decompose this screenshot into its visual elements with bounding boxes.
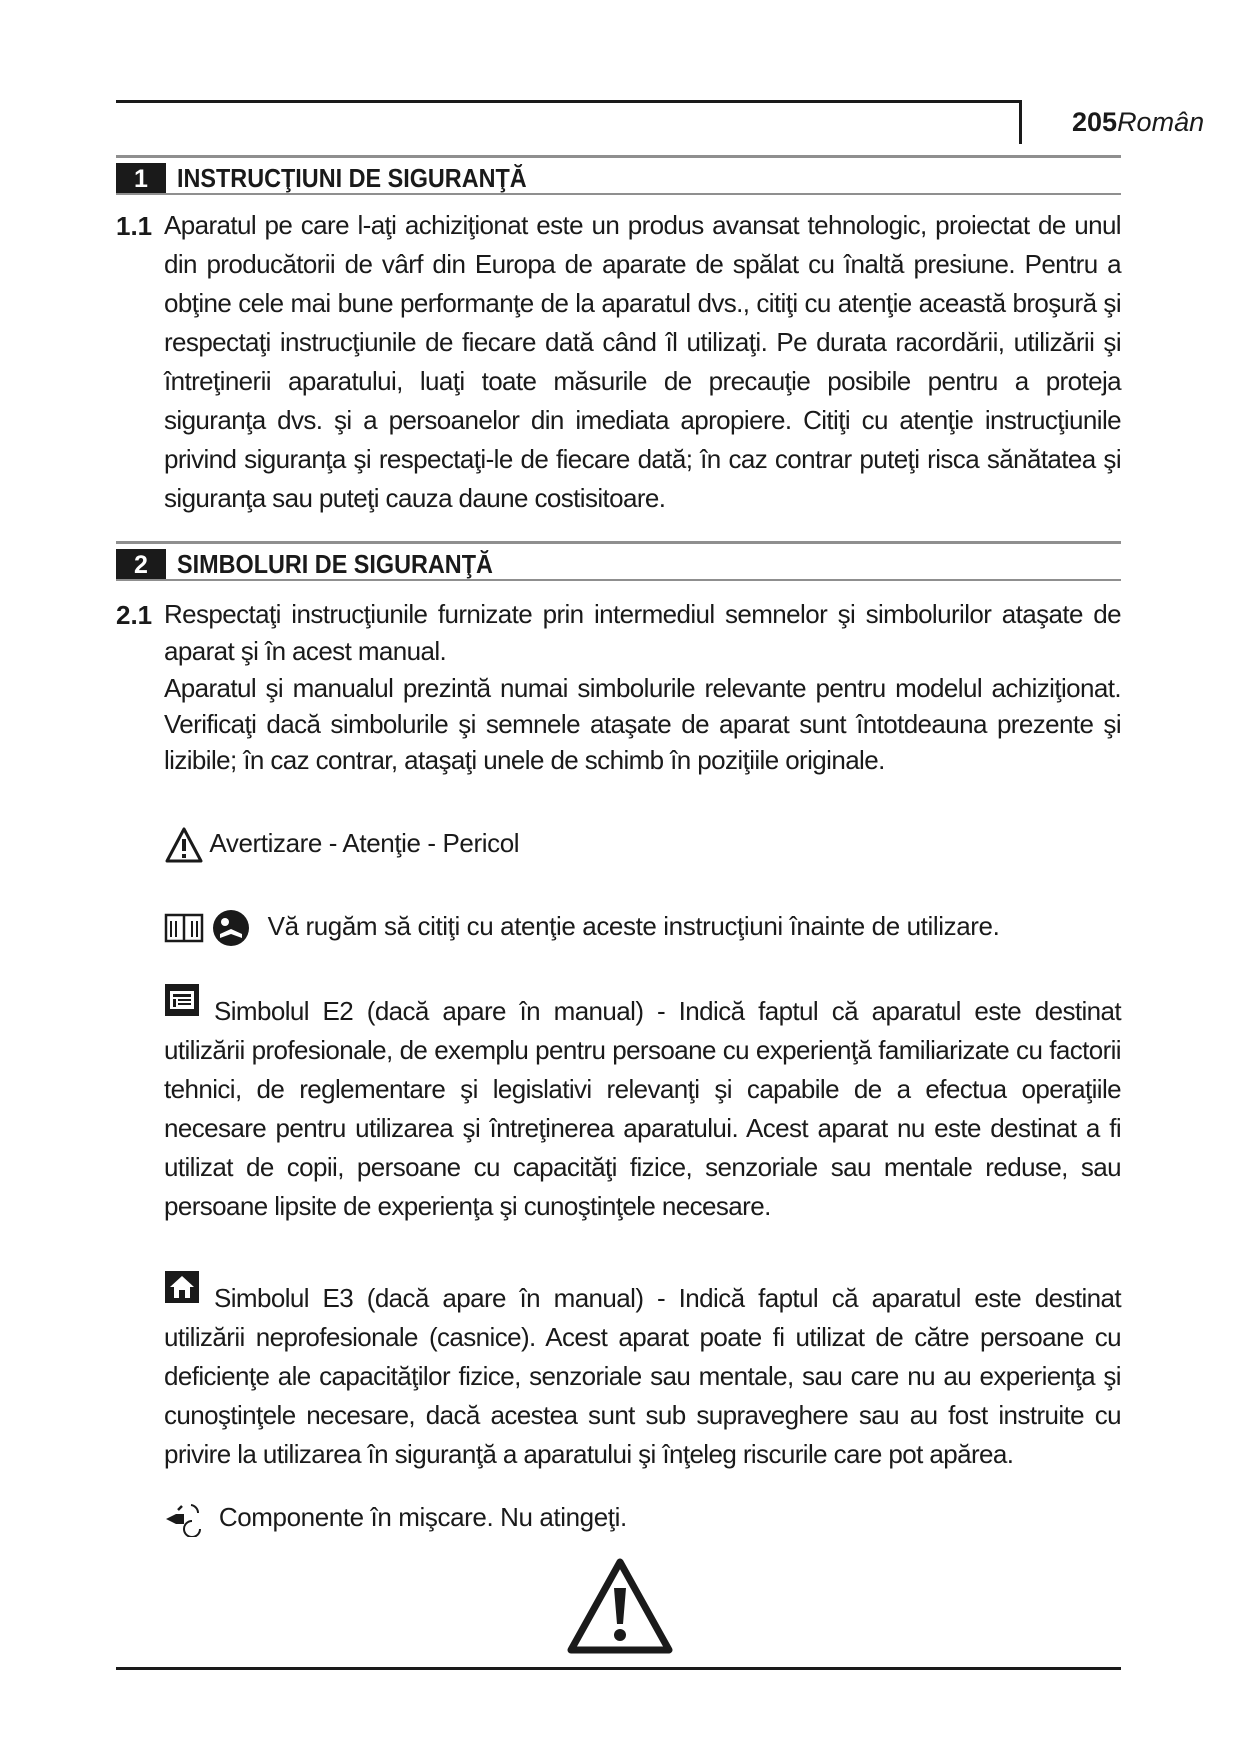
moving-parts-icon	[164, 1502, 213, 1532]
read-manual-icon	[211, 911, 258, 941]
symbol-text: Simbolul E3 (dacă apare în manual) - Indică faptul că aparatul este destinat utilizării neprofesionale (casnice). Acest aparat poate fi utilizat de către persoane cu deficienţe ale capacităţilor fizice, senzoriale sau mentale, sau care nu au experienţa şi cunoştinţele necesare, dacă acestea sunt sub supraveghere sau au fost instruite cu privire la utilizarea în siguranţă a aparatului şi înţeleg riscurile care pot apărea.	[164, 1283, 1121, 1469]
section-2-heading	[116, 541, 1121, 581]
symbol-e3-text	[164, 1279, 1121, 1474]
symbol-text: Avertizare - Atenţie - Pericol	[209, 828, 520, 858]
symbol-text: Simbolul E2 (dacă apare în manual) - Indică faptul că aparatul este destinat utilizării profesionale, de exemplu pentru persoane cu experienţă familiarizate cu factorii tehnici, de reglementare şi legislativi relevanţi şi capabile de a efectua operaţiile necesare pentru utilizarea şi întreţinerea aparatului. Acest aparat nu este destinat a fi utilizat de copii, persoane cu capacităţi fizice, senzoriale sau mentale reduse, sau persoane lipsite de experienţa şi cunoştinţele necesare.	[164, 996, 1121, 1221]
section-rule	[116, 155, 1121, 158]
section-rule	[116, 579, 1121, 581]
section-number: 2	[116, 549, 166, 581]
symbol-e2-text	[164, 992, 1121, 1226]
warning-triangle-icon	[164, 828, 209, 858]
symbol-text: Componente în mişcare. Nu atingeţi.	[218, 1502, 627, 1532]
header-rule-tick	[1019, 100, 1022, 144]
paragraph-2-1-continued: Aparatul şi manualul prezintă numai simbolurile relevante pentru modelul achiziţionat. Verificaţi dacă simbolurile şi semnele ataşate de aparat sunt întotdeauna prezente şi lizibile; în caz contrar, ataşaţi unele de schimb în poziţiile originale.	[164, 673, 1121, 775]
paragraph-2-1: Respectaţi instrucţiunile furnizate prin intermediul semnelor şi simbolurilor ataşate de aparat şi în acest manual.	[164, 599, 1121, 666]
section-title: SIMBOLURI DE SIGURANŢĂ	[177, 549, 493, 579]
symbol-warning	[164, 819, 519, 867]
paragraph-number: 2.1	[116, 600, 153, 630]
section-rule	[116, 541, 1121, 544]
page-number: 205	[1072, 107, 1118, 137]
section-rule	[116, 193, 1121, 195]
footer-rule	[116, 1667, 1121, 1670]
symbol-text: Vă rugăm să citiţi cu atenţie aceste instrucţiuni înainte de utilizare.	[267, 911, 1000, 941]
paragraph-number: 1.1	[116, 211, 153, 241]
section-number: 1	[116, 163, 166, 195]
symbol-read-manual	[164, 902, 999, 950]
page-language: Român	[1117, 107, 1205, 137]
page-header	[1072, 105, 1241, 139]
large-warning-triangle-icon	[565, 1556, 675, 1661]
symbol-moving-parts	[164, 1493, 627, 1541]
section-1-heading	[116, 155, 1121, 195]
paragraph-1-1: Aparatul pe care l-aţi achiziţionat este un produs avansat tehnologic, proiectat de unul din producătorii de vârf din Europa de aparate de spălat cu înaltă presiune. Pentru a obţine cele mai bune performanţe de la aparatul dvs., citiţi cu atenţie această broşură şi respectaţi instrucţiunile de fiecare dată când îl utilizaţi. Pe durata racordării, utilizării şi întreţinerii aparatului, luaţi toate măsurile de precauţie posibile pentru a proteja siguranţa dvs. şi a persoanelor din imediata apropiere. Citiţi cu atenţie instrucţiunile privind siguranţa şi respectaţi-le de fiecare dată; în caz contrar puteţi risca sănătatea şi siguranţa sau puteţi cauza daune costisitoare.	[164, 210, 1121, 513]
section-title: INSTRUCŢIUNI DE SIGURANŢĂ	[177, 163, 527, 193]
header-rule	[116, 100, 1021, 103]
book-icon	[164, 911, 211, 941]
